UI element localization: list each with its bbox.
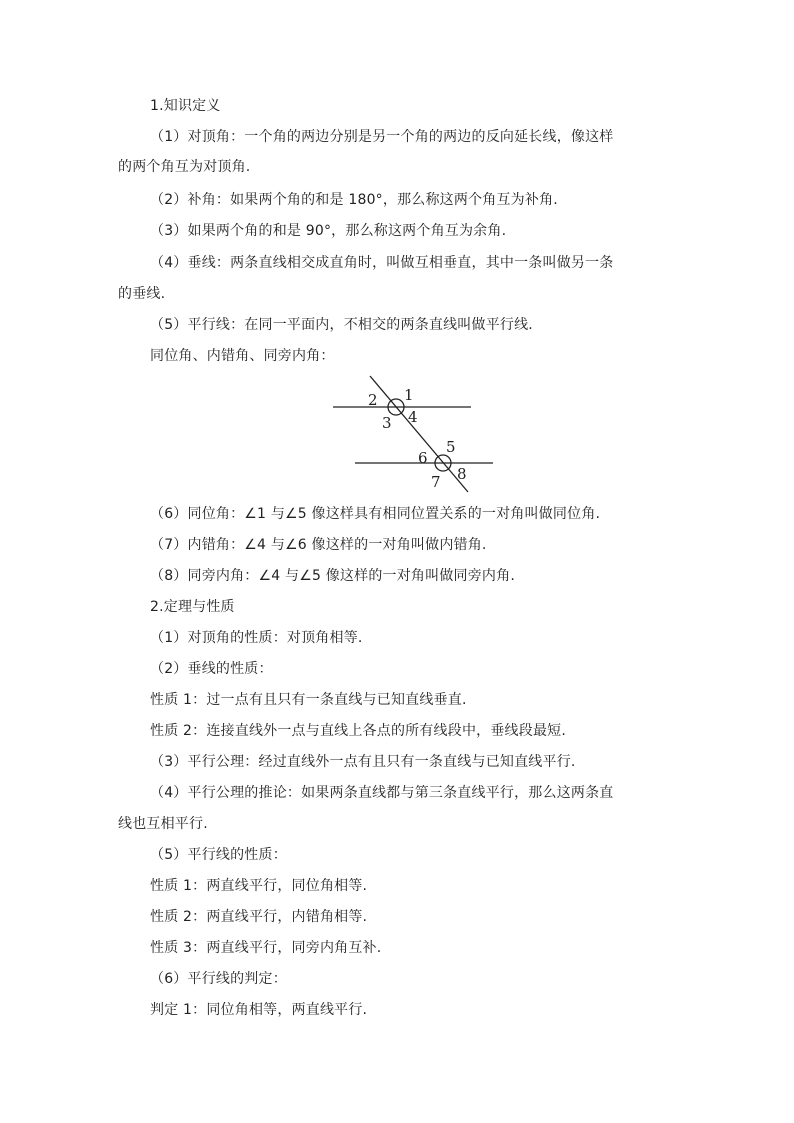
angle-label-5: 5	[446, 438, 456, 456]
definition-vertical-angles-line1: （1）对顶角：一个角的两边分别是另一个角的两边的反向延长线，像这样	[150, 129, 614, 145]
parallel-criteria-heading: （6）平行线的判定：	[150, 971, 287, 987]
transversal-figure	[328, 370, 508, 498]
definition-corresponding-angles: （6）同位角：∠1 与∠5 像这样具有相同位置关系的一对角叫做同位角.	[150, 506, 601, 522]
definition-perpendicular-line2: 的垂线.	[118, 286, 166, 302]
definition-same-side-interior-angles: （8）同旁内角：∠4 与∠5 像这样的一对角叫做同旁内角.	[150, 568, 515, 584]
angle-label-3: 3	[382, 414, 392, 432]
property-vertical-angles: （1）对顶角的性质：对顶角相等.	[150, 630, 363, 646]
definition-parallel-lines: （5）平行线：在同一平面内，不相交的两条直线叫做平行线.	[150, 317, 533, 333]
section1-heading: 1.知识定义	[150, 98, 221, 114]
definition-perpendicular-line1: （4）垂线：两条直线相交成直角时，叫做互相垂直，其中一条叫做另一条	[150, 255, 614, 271]
angle-label-2: 2	[368, 391, 378, 409]
definition-vertical-angles-line2: 的两个角互为对顶角.	[118, 159, 251, 175]
perpendicular-property-1: 性质 1：过一点有且只有一条直线与已知直线垂直.	[150, 692, 467, 708]
definition-supplementary-angles: （2）补角：如果两个角的和是 180°，那么称这两个角互为补角.	[150, 192, 558, 208]
parallel-properties-heading: （5）平行线的性质：	[150, 847, 287, 863]
section2-heading: 2.定理与性质	[150, 599, 235, 615]
angle-label-6: 6	[418, 449, 428, 467]
definition-alternate-interior-angles: （7）内错角：∠4 与∠6 像这样的一对角叫做内错角.	[150, 537, 487, 553]
parallel-postulate: （3）平行公理：经过直线外一点有且只有一条直线与已知直线平行.	[150, 754, 576, 770]
transversal-diagram	[328, 370, 508, 498]
parallel-property-3: 性质 3：两直线平行，同旁内角互补.	[150, 940, 382, 956]
transversal-line	[370, 376, 468, 492]
angle-label-8: 8	[457, 465, 467, 483]
angle-label-4: 4	[408, 408, 418, 426]
definition-complementary-angles: （3）如果两个角的和是 90°，那么称这两个角互为余角.	[150, 223, 507, 239]
perpendicular-property-2: 性质 2：连接直线外一点与直线上各点的所有线段中，垂线段最短.	[150, 723, 567, 739]
parallel-property-2: 性质 2：两直线平行，内错角相等.	[150, 909, 368, 925]
parallel-property-1: 性质 1：两直线平行，同位角相等.	[150, 878, 368, 894]
property-perpendicular-heading: （2）垂线的性质：	[150, 661, 273, 677]
angle-label-1: 1	[404, 386, 414, 404]
parallel-postulate-corollary-line2: 线也互相平行.	[118, 816, 208, 832]
angles-intro: 同位角、内错角、同旁内角：	[150, 348, 335, 364]
parallel-postulate-corollary-line1: （4）平行公理的推论：如果两条直线都与第三条直线平行，那么这两条直	[150, 785, 614, 801]
angle-label-7: 7	[431, 473, 441, 491]
parallel-criterion-1: 判定 1：同位角相等，两直线平行.	[150, 1002, 368, 1018]
